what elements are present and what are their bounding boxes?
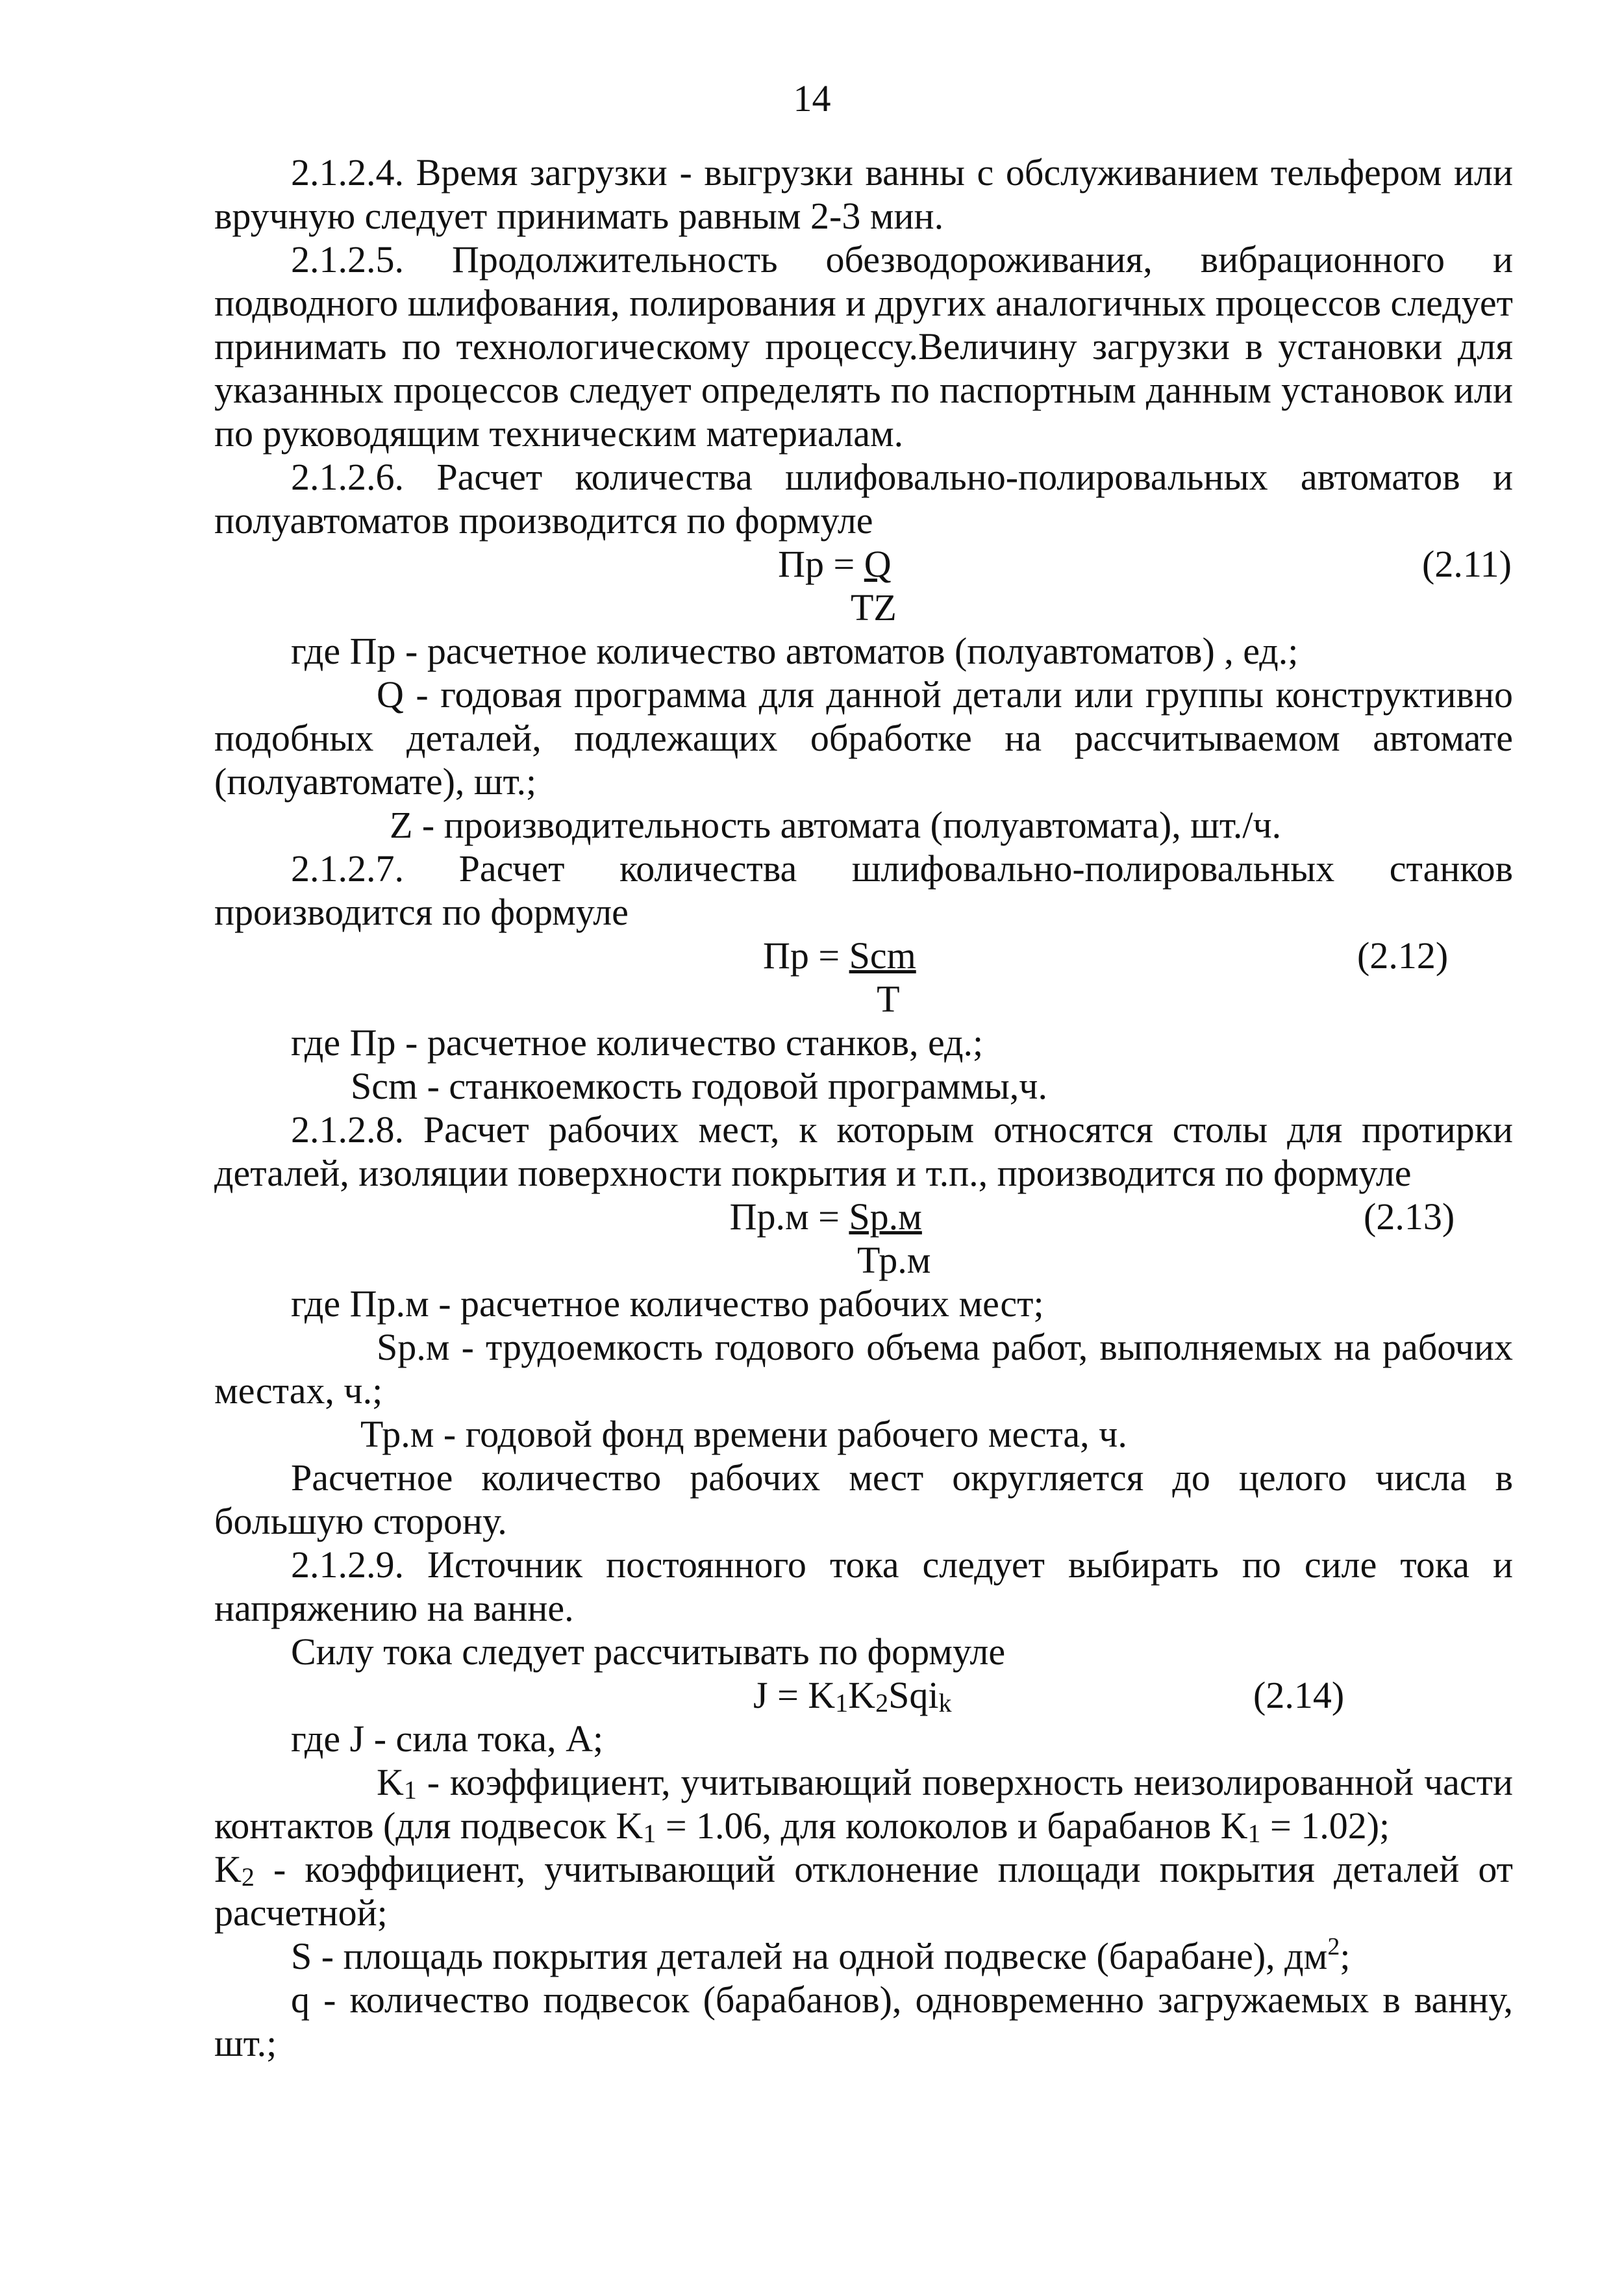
formula-subscript: 1 — [835, 1688, 849, 1718]
formula-2-14 — [214, 1673, 1513, 1717]
paragraph-2-1-2-6: 2.1.2.6. Расчет количества шлифовально-полировальных автоматов и полуавтоматов производится по формуле — [214, 456, 1513, 542]
def-subscript: 1 — [403, 1775, 417, 1805]
paragraph-2-1-2-4: 2.1.2.4. Время загрузки - выгрузки ванны с обслуживанием тельфером или вручную следует принимать равным 2-3 мин. — [214, 151, 1513, 237]
definition-line: Z - производительность автомата (полуавтомата), шт./ч. — [390, 804, 1282, 846]
formula-lhs: Пр = — [778, 543, 864, 585]
definition-line — [214, 1934, 1513, 1978]
def-text: ; — [1340, 1935, 1351, 1977]
formula-subscript: 2 — [875, 1688, 889, 1718]
paragraph-2-1-2-9: 2.1.2.9. Источник постоянного тока следует выбирать по силе тока и напряжению на ванне. — [214, 1543, 1513, 1629]
formula-denominator: TZ — [851, 586, 897, 629]
formula-2-12-body — [763, 934, 916, 1021]
definition-line — [214, 1847, 1513, 1934]
def-text: = 1.06, для колоколов и барабанов K — [656, 1805, 1248, 1847]
formula-lhs: Пр = — [763, 934, 849, 977]
def-subscript: 1 — [1247, 1819, 1261, 1848]
definition-line: где Пр.м - расчетное количество рабочих мест; — [291, 1282, 1044, 1325]
definition-line — [214, 1760, 1513, 1847]
paragraph-2-1-2-7: 2.1.2.7. Расчет количества шлифовально-полировальных станков производится по формуле — [214, 847, 1513, 933]
def-text: - коэффициент, учитывающий отклонение площади покрытия деталей от расчетной; — [214, 1848, 1513, 1934]
equation-number: (2.12) — [1357, 934, 1449, 977]
definition-line: Тр.м - годовой фонд времени рабочего места, ч. — [360, 1413, 1127, 1455]
def-symbol: K — [214, 1848, 242, 1890]
def-text: - коэффициент, учитывающий поверхность неизолированной части контактов (для подвесок K — [214, 1761, 1513, 1847]
page-number: 14 — [793, 77, 831, 119]
formula-numerator: Sр.м — [849, 1195, 922, 1238]
definition-line: где Пр - расчетное количество станков, ед.; — [291, 1021, 984, 1064]
definition-line: где Пр - расчетное количество автоматов (полуавтоматов) , ед.; — [291, 630, 1299, 672]
formula-2-11 — [214, 542, 1513, 629]
formula-part: Sqi — [888, 1674, 939, 1716]
definition-line: Sр.м - трудоемкость годового объема работ, выполняемых на рабочих местах, ч.; — [214, 1326, 1513, 1412]
equation-number: (2.13) — [1364, 1195, 1455, 1238]
document-body — [214, 151, 1513, 2065]
definition-line: q - количество подвесок (барабанов), одновременно загружаемых в ванну, шт.; — [214, 1979, 1513, 2064]
formula-lhs: Пр.м = — [729, 1195, 849, 1238]
def-text: = 1.02); — [1260, 1805, 1390, 1847]
formula-denominator: T — [877, 978, 900, 1020]
equation-number: (2.14) — [1253, 1674, 1345, 1716]
formula-numerator: Scm — [849, 934, 916, 977]
def-symbol: K — [377, 1761, 404, 1803]
paragraph-2-1-2-5: 2.1.2.5. Продолжительность обезводороживания, вибрационного и подводного шлифования, полирования и других аналогичных процессов следует принимать по технологическому процессу.Величину загрузки в установки для указанных процессов следует определять по паспортным данным установок или по руководящим техническим материалам. — [214, 238, 1513, 455]
formula-denominator: Тр.м — [857, 1239, 931, 1281]
paragraph-rounding: Расчетное количество рабочих мест округляется до целого числа в большую сторону. — [214, 1456, 1513, 1542]
formula-lhs: J = K — [753, 1674, 836, 1716]
definition-line: Q - годовая программа для данной детали или группы конструктивно подобных деталей, подлежащих обработке на рассчитываемом автомате (полуавтомате), шт.; — [214, 673, 1513, 803]
formula-2-13 — [214, 1195, 1513, 1282]
def-subscript: 2 — [241, 1862, 255, 1892]
formula-2-12 — [214, 934, 1513, 1021]
formula-part: K — [848, 1674, 876, 1716]
def-subscript: 1 — [643, 1819, 656, 1848]
definition-line: Scm - станкоемкость годовой программы,ч. — [351, 1065, 1047, 1107]
formula-2-14-body — [753, 1673, 951, 1717]
def-text: S - площадь покрытия деталей на одной подвеске (барабане), дм — [291, 1935, 1328, 1977]
formula-2-11-body — [773, 542, 897, 629]
formula-2-13-body — [721, 1195, 931, 1282]
formula-numerator: Q — [864, 543, 892, 585]
paragraph-2-1-2-8: 2.1.2.8. Расчет рабочих мест, к которым относятся столы для протирки деталей, изоляции поверхности покрытия и т.п., производится по формуле — [214, 1108, 1513, 1194]
definition-line: где J - сила тока, А; — [291, 1718, 604, 1760]
def-superscript: 2 — [1327, 1933, 1340, 1960]
paragraph-current-formula: Силу тока следует рассчитывать по формуле — [291, 1631, 1006, 1673]
equation-number: (2.11) — [1422, 543, 1512, 585]
formula-subscript: k — [938, 1688, 952, 1718]
